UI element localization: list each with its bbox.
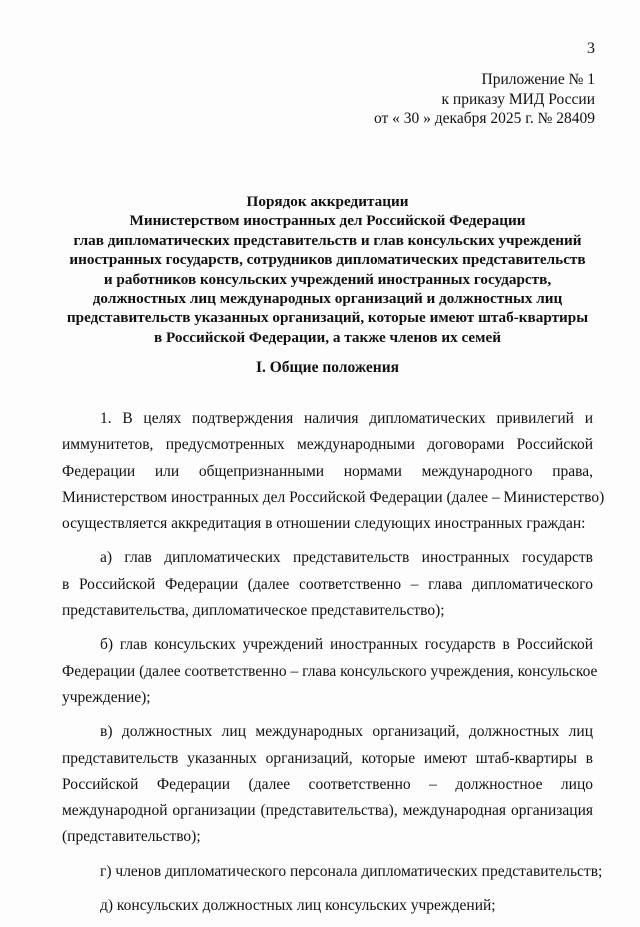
paragraph-b: [62, 632, 598, 711]
title-line: представительств указанных организаций, которые имеют штаб-квартиры: [66, 309, 589, 327]
text-line: б) глав консульских учреждений иностранных государств в Российской: [100, 636, 593, 654]
page-number: 3: [587, 40, 595, 57]
section-heading: I. Общие положения: [255, 359, 400, 376]
paragraph-d: [62, 893, 593, 919]
title-line: должностных лиц международных организаций и должностных лиц: [92, 290, 563, 308]
appendix-order-line: к приказу МИД России: [441, 90, 595, 108]
title-line: иностранных государств, сотрудников дипломатических представительств: [69, 251, 586, 269]
text-line: в Российской Федерации (далее соответственно – глава дипломатического: [62, 575, 593, 593]
text-line: в) должностных лиц международных организаций, должностных лиц: [100, 723, 593, 741]
text-line: иммунитетов, предусмотренных международными договорами Российской: [62, 436, 593, 454]
paragraph-1: [62, 406, 605, 537]
text-line: осуществляется аккредитация в отношении следующих иностранных граждан:: [62, 515, 586, 533]
text-line: международной организации (представительства), международная организация: [62, 802, 593, 820]
paragraph-v: [62, 719, 593, 850]
document-body: [62, 406, 605, 927]
text-line: а) глав дипломатических представительств иностранных государств: [100, 549, 593, 567]
text-line: представительств указанных организаций, которые имеют штаб-квартиры в: [62, 749, 593, 767]
title-line: глав дипломатических представительств и глав консульских учреждений: [73, 231, 582, 249]
text-line: Федерации (далее соответственно – глава консульского учреждения, консульское: [62, 662, 598, 680]
text-line: д) консульских должностных лиц консульских учреждений;: [100, 897, 496, 915]
title-line: Порядок аккредитации: [246, 193, 409, 210]
title-line: и работников консульских учреждений иностранных государств,: [103, 270, 552, 288]
text-line: Министерством иностранных дел Российской Федерации (далее – Министерство): [62, 488, 605, 506]
text-line: 1. В целях подтверждения наличия дипломатических привилегий и: [100, 410, 593, 427]
text-line: г) членов дипломатического персонала дипломатических представительств;: [100, 862, 603, 880]
appendix-line: Приложение № 1: [481, 71, 595, 88]
text-line: учреждение);: [62, 688, 151, 706]
title-line: Министерством иностранных дел Российской Федерации: [129, 212, 526, 230]
appendix-date-line: от « 30 » декабря 2025 г. № 28409: [373, 110, 595, 127]
text-line: (представительство);: [62, 828, 201, 846]
paragraph-g: [62, 859, 603, 885]
appendix-header: [374, 70, 595, 129]
title-line: в Российской Федерации, а также членов их семей: [154, 328, 501, 346]
document-title: [60, 192, 595, 347]
text-line: Федерации или общепризнанными нормами международного права,: [62, 462, 593, 480]
text-line: представительства, дипломатическое представительство);: [62, 602, 445, 620]
paragraph-a: [62, 545, 593, 624]
text-line: Российской Федерации (далее соответственно – должностное лицо: [62, 775, 593, 793]
